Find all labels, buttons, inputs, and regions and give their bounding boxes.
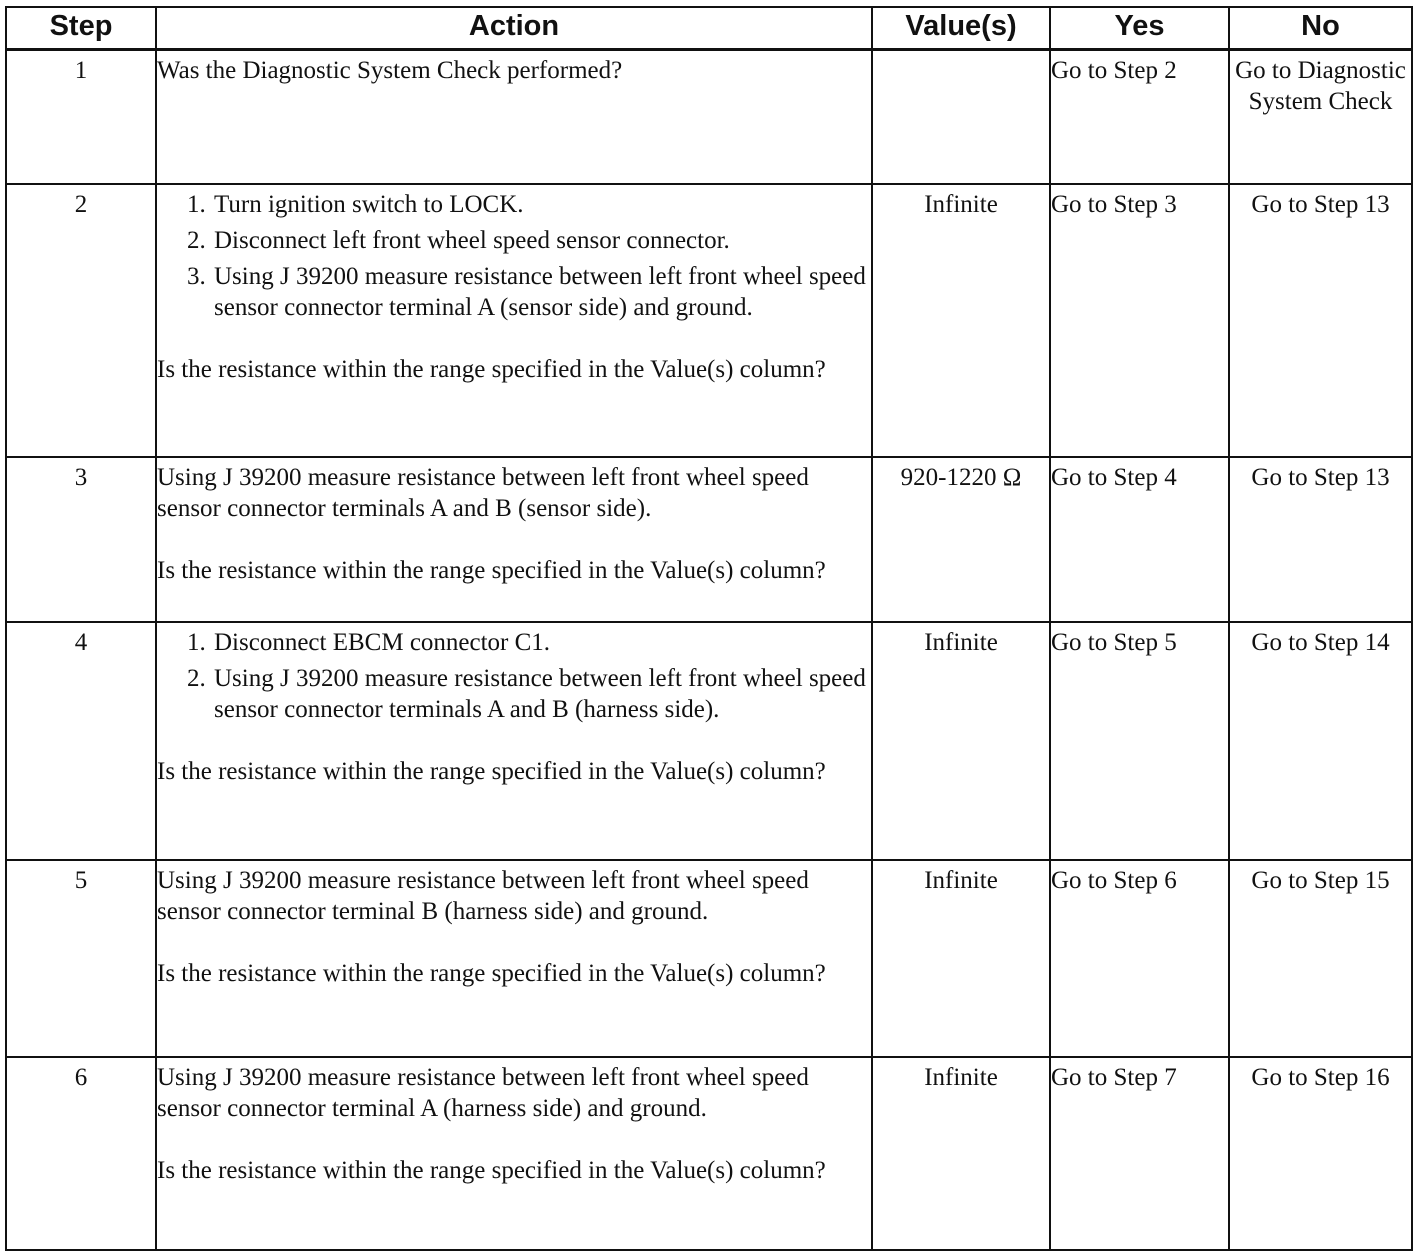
action-step-item: 2. Disconnect left front wheel speed sensor connector. <box>212 225 871 256</box>
action-steps-list <box>157 189 871 323</box>
step-number: 2 <box>6 184 156 457</box>
yes-cell: Go to Step 7 <box>1050 1057 1229 1250</box>
value-cell <box>872 50 1050 185</box>
table-row <box>6 50 1412 185</box>
value-cell: 920-1220 Ω <box>872 457 1050 622</box>
header-yes: Yes <box>1050 7 1229 50</box>
step-number: 4 <box>6 622 156 860</box>
table-row <box>6 457 1412 622</box>
no-cell: Go to Step 14 <box>1229 622 1412 860</box>
table-row <box>6 1057 1412 1250</box>
step-number: 6 <box>6 1057 156 1250</box>
action-cell <box>156 1057 872 1250</box>
action-step-item: 1. Disconnect EBCM connector C1. <box>212 627 871 658</box>
yes-cell: Go to Step 2 <box>1050 50 1229 185</box>
header-values: Value(s) <box>872 7 1050 50</box>
action-text: Was the Diagnostic System Check performed? <box>157 57 623 84</box>
step-number: 1 <box>6 50 156 185</box>
header-action: Action <box>156 7 872 50</box>
header-no: No <box>1229 7 1412 50</box>
table-row <box>6 184 1412 457</box>
action-text: Using J 39200 measure resistance between left front wheel speed sensor connector terminals A and B (sensor side). <box>157 464 809 522</box>
diagnostic-table <box>5 6 1413 1251</box>
no-cell: Go to Step 13 <box>1229 457 1412 622</box>
action-question: Is the resistance within the range specified in the Value(s) column? <box>157 758 826 785</box>
action-step-item: 1. Turn ignition switch to LOCK. <box>212 189 871 220</box>
action-question: Is the resistance within the range specified in the Value(s) column? <box>157 1157 826 1184</box>
action-text: Using J 39200 measure resistance between left front wheel speed sensor connector terminal B (harness side) and ground. <box>157 867 809 925</box>
action-cell <box>156 622 872 860</box>
action-cell <box>156 50 872 185</box>
value-cell: Infinite <box>872 1057 1050 1250</box>
no-cell: Go to Step 16 <box>1229 1057 1412 1250</box>
header-step: Step <box>6 7 156 50</box>
yes-cell: Go to Step 4 <box>1050 457 1229 622</box>
action-cell <box>156 860 872 1057</box>
yes-cell: Go to Step 6 <box>1050 860 1229 1057</box>
value-cell: Infinite <box>872 860 1050 1057</box>
action-text: Using J 39200 measure resistance between left front wheel speed sensor connector terminal A (harness side) and ground. <box>157 1064 809 1122</box>
no-cell: Go to Step 15 <box>1229 860 1412 1057</box>
action-step-item: 3. Using J 39200 measure resistance between left front wheel speed sensor connector terminal A (sensor side) and ground. <box>212 261 871 323</box>
header-row <box>6 7 1412 50</box>
action-step-item: 2. Using J 39200 measure resistance between left front wheel speed sensor connector terminals A and B (harness side). <box>212 663 871 725</box>
step-number: 3 <box>6 457 156 622</box>
action-question: Is the resistance within the range specified in the Value(s) column? <box>157 557 826 584</box>
action-cell <box>156 457 872 622</box>
action-question: Is the resistance within the range specified in the Value(s) column? <box>157 356 826 383</box>
step-number: 5 <box>6 860 156 1057</box>
table-row <box>6 622 1412 860</box>
value-cell: Infinite <box>872 622 1050 860</box>
action-steps-list <box>157 627 871 725</box>
no-cell: Go to Diagnostic System Check <box>1229 50 1412 185</box>
action-question: Is the resistance within the range specified in the Value(s) column? <box>157 960 826 987</box>
action-cell <box>156 184 872 457</box>
yes-cell: Go to Step 5 <box>1050 622 1229 860</box>
yes-cell: Go to Step 3 <box>1050 184 1229 457</box>
value-cell: Infinite <box>872 184 1050 457</box>
no-cell: Go to Step 13 <box>1229 184 1412 457</box>
table-row <box>6 860 1412 1057</box>
